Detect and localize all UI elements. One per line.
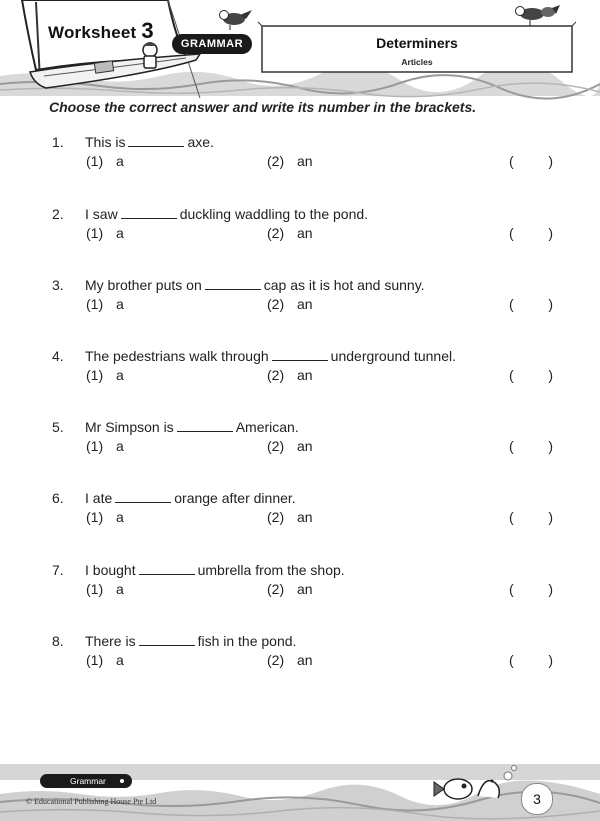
bracket-close: )	[548, 509, 553, 525]
question-text-after: orange after dinner.	[174, 490, 296, 506]
question-item	[0, 206, 600, 256]
answer-blank[interactable]	[128, 136, 184, 147]
option-label: an	[297, 652, 313, 668]
option-number: (1)	[86, 367, 104, 383]
worksheet-label: Worksheet	[48, 23, 137, 42]
bracket-open: (	[509, 652, 514, 668]
option-1	[86, 367, 124, 383]
option-label: a	[116, 438, 124, 454]
option-number: (1)	[86, 225, 104, 241]
bracket-close: )	[548, 153, 553, 169]
option-number: (1)	[86, 153, 104, 169]
worksheet-header	[0, 0, 600, 100]
option-number: (2)	[267, 509, 285, 525]
bracket-close: )	[548, 652, 553, 668]
question-text-after: umbrella from the shop.	[197, 562, 345, 578]
option-label: a	[116, 225, 124, 241]
answer-blank[interactable]	[139, 635, 195, 646]
option-number: (2)	[267, 367, 285, 383]
option-label: a	[116, 296, 124, 312]
question-number: 6.	[52, 490, 64, 506]
option-label: a	[116, 652, 124, 668]
option-2	[267, 225, 313, 241]
option-number: (2)	[267, 225, 285, 241]
answer-blank[interactable]	[205, 279, 261, 290]
question-text	[85, 134, 214, 150]
copyright-text: © Educational Publishing House Pte Ltd	[26, 797, 157, 806]
option-number: (2)	[267, 652, 285, 668]
option-label: an	[297, 225, 313, 241]
question-text	[85, 490, 296, 506]
answer-blank[interactable]	[121, 208, 177, 219]
question-text	[85, 562, 345, 578]
question-text-before: My brother puts on	[85, 277, 202, 293]
question-number: 8.	[52, 633, 64, 649]
bracket-open: (	[509, 225, 514, 241]
option-2	[267, 438, 313, 454]
option-1	[86, 296, 124, 312]
question-text-after: duckling waddling to the pond.	[179, 206, 369, 222]
question-item	[0, 419, 600, 469]
option-number: (2)	[267, 296, 285, 312]
option-number: (1)	[86, 581, 104, 597]
bracket-open: (	[509, 509, 514, 525]
bracket-close: )	[548, 225, 553, 241]
question-text	[85, 633, 296, 649]
instruction-text: Choose the correct answer and write its number in the brackets.	[49, 99, 477, 115]
bracket-open: (	[509, 153, 514, 169]
option-number: (1)	[86, 652, 104, 668]
question-text-after: cap as it is hot and sunny.	[263, 277, 425, 293]
bird-icon	[220, 10, 253, 30]
question-text-before: There is	[85, 633, 136, 649]
question-text	[85, 277, 425, 293]
option-label: a	[116, 509, 124, 525]
worksheet-title	[48, 18, 154, 44]
answer-blank[interactable]	[272, 350, 328, 361]
option-2	[267, 509, 313, 525]
bracket-close: )	[548, 438, 553, 454]
option-number: (1)	[86, 509, 104, 525]
dot-icon	[120, 779, 124, 783]
question-number: 3.	[52, 277, 64, 293]
option-label: an	[297, 153, 313, 169]
option-label: a	[116, 581, 124, 597]
option-1	[86, 652, 124, 668]
question-number: 2.	[52, 206, 64, 222]
question-number: 5.	[52, 419, 64, 435]
subtopic-title: Articles	[401, 57, 433, 67]
page-footer	[0, 756, 600, 821]
option-2	[267, 581, 313, 597]
subject-badge: GRAMMAR	[172, 34, 252, 54]
question-item	[0, 277, 600, 327]
option-label: an	[297, 367, 313, 383]
bracket-close: )	[548, 296, 553, 312]
bracket-close: )	[548, 367, 553, 383]
option-1	[86, 225, 124, 241]
question-text	[85, 206, 368, 222]
bracket-open: (	[509, 367, 514, 383]
option-1	[86, 581, 124, 597]
question-item	[0, 562, 600, 612]
answer-blank[interactable]	[115, 492, 171, 503]
option-number: (1)	[86, 296, 104, 312]
topic-banner	[262, 26, 572, 72]
question-text	[85, 419, 299, 435]
question-text	[85, 348, 456, 364]
option-2	[267, 367, 313, 383]
question-item	[0, 134, 600, 184]
bracket-open: (	[509, 581, 514, 597]
option-label: a	[116, 367, 124, 383]
bracket-open: (	[509, 296, 514, 312]
option-1	[86, 438, 124, 454]
question-item	[0, 490, 600, 540]
option-1	[86, 153, 124, 169]
question-item	[0, 633, 600, 683]
bracket-close: )	[548, 581, 553, 597]
bracket-open: (	[509, 438, 514, 454]
section-tag	[40, 774, 132, 788]
option-2	[267, 652, 313, 668]
question-text-after: fish in the pond.	[197, 633, 297, 649]
question-text-before: I ate	[85, 490, 113, 506]
question-text-before: This is	[85, 134, 126, 150]
question-text-after: underground tunnel.	[330, 348, 456, 364]
question-text-before: Mr Simpson is	[85, 419, 174, 435]
option-1	[86, 509, 124, 525]
option-2	[267, 296, 313, 312]
answer-blank[interactable]	[139, 564, 195, 575]
worksheet-number: 3	[141, 18, 154, 43]
option-number: (2)	[267, 153, 285, 169]
option-number: (1)	[86, 438, 104, 454]
section-label: Grammar	[70, 776, 106, 786]
option-2	[267, 153, 313, 169]
question-number: 4.	[52, 348, 64, 364]
question-number: 1.	[52, 134, 64, 150]
question-text-before: The pedestrians walk through	[85, 348, 269, 364]
question-number: 7.	[52, 562, 64, 578]
page-number: 3	[521, 783, 553, 815]
bird-icon	[516, 5, 561, 26]
option-number: (2)	[267, 581, 285, 597]
topic-title: Determiners	[376, 35, 458, 51]
question-text-after: axe.	[187, 134, 214, 150]
option-label: a	[116, 153, 124, 169]
option-label: an	[297, 438, 313, 454]
question-text-before: I bought	[85, 562, 136, 578]
answer-blank[interactable]	[177, 421, 233, 432]
question-text-after: American.	[235, 419, 299, 435]
option-label: an	[297, 581, 313, 597]
fish-and-worm-illustration	[0, 756, 600, 821]
option-label: an	[297, 509, 313, 525]
question-text-before: I saw	[85, 206, 118, 222]
option-label: an	[297, 296, 313, 312]
option-number: (2)	[267, 438, 285, 454]
question-item	[0, 348, 600, 398]
